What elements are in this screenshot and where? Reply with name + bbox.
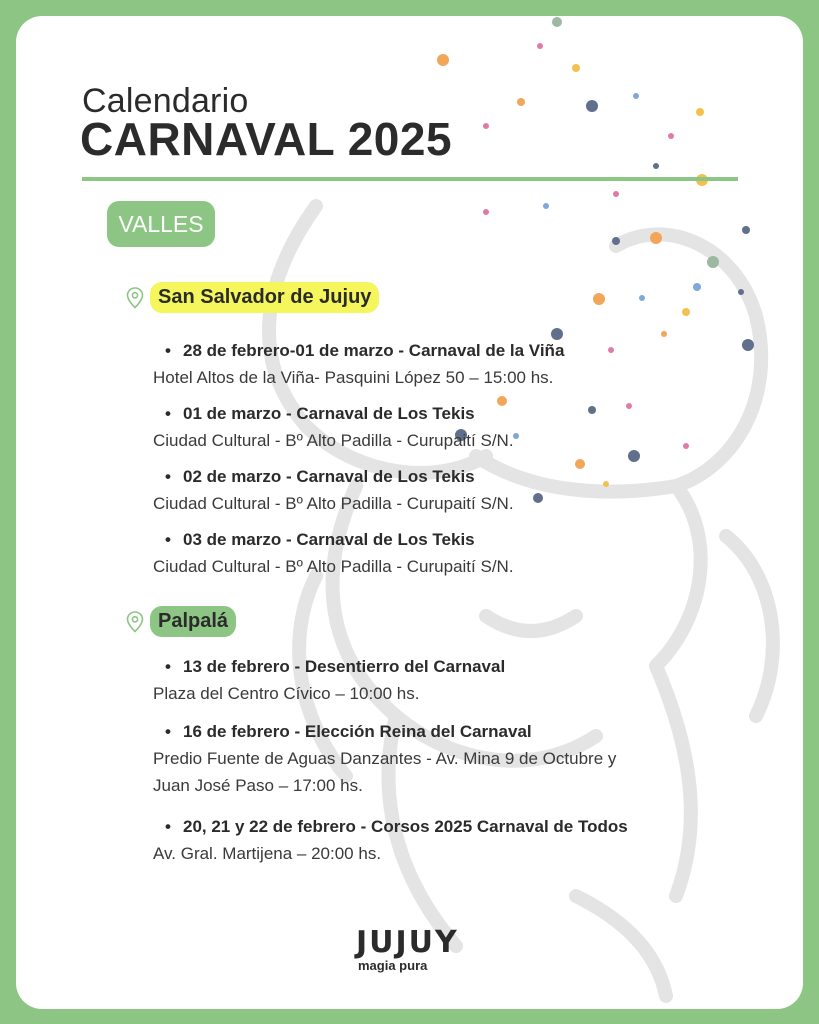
bullet-icon: • <box>165 817 171 836</box>
map-pin-icon <box>126 287 144 309</box>
event-location: Plaza del Centro Cívico – 10:00 hs. <box>153 684 420 703</box>
event-item <box>153 341 564 391</box>
logo-wordmark: JUJUY <box>356 925 459 960</box>
region-badge: VALLES <box>107 201 215 247</box>
header-title: CARNAVAL 2025 <box>80 113 453 165</box>
bullet-icon: • <box>165 341 171 360</box>
header-subtitle: Calendario <box>82 82 249 120</box>
event-location: Ciudad Cultural - Bº Alto Padilla - Curupaití S/N. <box>153 557 514 576</box>
event-location: Predio Fuente de Aguas Danzantes - Av. Mina 9 de Octubre y <box>153 749 617 768</box>
city-heading-san-salvador <box>126 282 379 313</box>
event-item <box>153 817 628 867</box>
event-title: 01 de marzo - Carnaval de Los Tekis <box>183 404 475 423</box>
bullet-icon: • <box>165 530 171 549</box>
map-pin-icon <box>126 611 144 633</box>
bullet-icon: • <box>165 404 171 423</box>
event-title: 02 de marzo - Carnaval de Los Tekis <box>183 467 475 486</box>
header-divider <box>82 177 738 181</box>
event-title: 16 de febrero - Elección Reina del Carnaval <box>183 722 532 741</box>
city-label: Palpalá <box>150 606 236 637</box>
event-location: Ciudad Cultural - Bº Alto Padilla - Curupaití S/N. <box>153 431 514 450</box>
event-title: 03 de marzo - Carnaval de Los Tekis <box>183 530 475 549</box>
city-label: San Salvador de Jujuy <box>150 282 379 313</box>
event-item <box>153 722 616 799</box>
bullet-icon: • <box>165 722 171 741</box>
event-title: 13 de febrero - Desentierro del Carnaval <box>183 657 506 676</box>
event-location: Ciudad Cultural - Bº Alto Padilla - Curupaití S/N. <box>153 494 514 513</box>
city-heading-palpala <box>126 606 236 637</box>
event-item <box>153 467 514 517</box>
event-location: Hotel Altos de la Viña- Pasquini López 50 – 15:00 hs. <box>153 368 554 387</box>
logo-tagline: magia pura <box>358 958 428 973</box>
bullet-icon: • <box>165 467 171 486</box>
bullet-icon: • <box>165 657 171 676</box>
event-item <box>153 530 514 580</box>
event-title: 20, 21 y 22 de febrero - Corsos 2025 Carnaval de Todos <box>183 817 628 836</box>
jujuy-logo <box>356 925 466 973</box>
event-title: 28 de febrero-01 de marzo - Carnaval de la Viña <box>183 341 565 360</box>
poster-card <box>16 16 803 1009</box>
event-location: Av. Gral. Martijena – 20:00 hs. <box>153 844 382 863</box>
event-item <box>153 657 505 707</box>
event-location-line2: Juan José Paso – 17:00 hs. <box>153 776 363 795</box>
event-item <box>153 404 514 454</box>
